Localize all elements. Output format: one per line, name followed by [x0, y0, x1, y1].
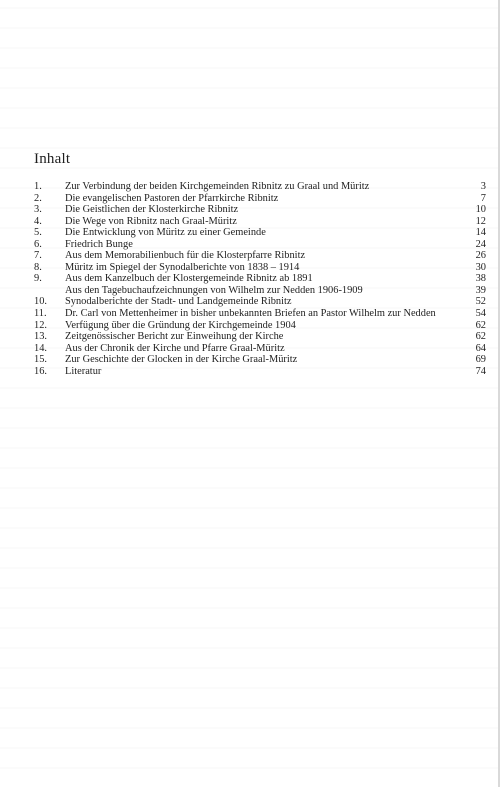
toc-entry-page: 74 — [475, 365, 486, 377]
toc-entry-number: 3. — [34, 204, 42, 216]
toc-entry-title: Die evangelischen Pastoren der Pfarrkirche Ribnitz — [65, 192, 279, 204]
toc-entry-number: 16. — [34, 365, 47, 377]
toc-entry-number: 9. — [34, 273, 42, 285]
toc-entry-title: Aus der Chronik der Kirche und Pfarre Graal-Müritz — [65, 342, 285, 354]
toc-entry — [34, 354, 486, 366]
toc-entry-page: 10 — [475, 204, 486, 216]
toc-entry-title: Zur Geschichte der Glocken in der Kirche Graal-Müritz — [65, 354, 298, 366]
toc-entry-number: 6. — [34, 238, 42, 250]
toc-entry-page: 30 — [475, 261, 486, 273]
toc-entry-page: 62 — [475, 331, 486, 343]
toc-entry — [34, 181, 486, 193]
toc-entry — [34, 250, 486, 262]
toc-entry-number: 12. — [34, 319, 47, 331]
toc-entry — [34, 239, 486, 251]
toc-entry — [34, 262, 486, 274]
toc-entry-title: Die Entwicklung von Müritz zu einer Gemeinde — [65, 227, 266, 239]
toc-entry — [34, 193, 486, 205]
toc-entry-title: Zur Verbindung der beiden Kirchgemeinden Ribnitz zu Graal und Müritz — [65, 181, 370, 192]
table-of-contents — [34, 181, 486, 377]
toc-entry-number: 1. — [34, 181, 42, 192]
page-title: Inhalt — [34, 151, 71, 167]
toc-entry — [34, 216, 486, 228]
toc-entry-number: 14. — [34, 342, 47, 354]
toc-entry-title: Verfügung über die Gründung der Kirchgemeinde 1904 — [65, 319, 296, 331]
toc-entry-title: Literatur — [65, 365, 102, 377]
toc-entry-title: Dr. Carl von Mettenheimer in bisher unbekannten Briefen an Pastor Wilhelm zur Nedden — [65, 308, 436, 320]
toc-entry-number: 10. — [34, 296, 47, 308]
toc-entry-title: Synodalberichte der Stadt- und Landgemeinde Ribnitz — [65, 296, 292, 308]
toc-entry-number: 2. — [34, 192, 42, 204]
toc-entry-page: 52 — [475, 296, 486, 308]
toc-entry-title: Müritz im Spiegel der Synodalberichte von 1838 – 1914 — [65, 261, 300, 273]
toc-entry — [34, 227, 486, 239]
toc-entry — [34, 204, 486, 216]
toc-entry-title: Aus dem Kanzelbuch der Klostergemeinde Ribnitz ab 1891 — [65, 273, 313, 285]
toc-entry-page: 62 — [475, 319, 486, 331]
toc-entry-title: Zeitgenössischer Bericht zur Einweihung der Kirche — [65, 331, 284, 343]
toc-entry-page: 64 — [475, 342, 486, 354]
toc-entry-page: 69 — [475, 354, 486, 366]
toc-entry-page: 39 — [475, 284, 486, 296]
toc-entry-number: 15. — [34, 354, 47, 366]
toc-entry-page: 7 — [480, 192, 486, 204]
toc-entry-title: Aus den Tagebuchaufzeichnungen von Wilhelm zur Nedden 1906-1909 — [65, 284, 363, 296]
toc-entry — [34, 366, 486, 378]
toc-entry-page: 26 — [475, 250, 486, 262]
toc-entry — [34, 296, 486, 308]
toc-entry-number: 8. — [34, 261, 42, 273]
toc-entry-number: 13. — [34, 331, 47, 343]
toc-entry — [34, 285, 486, 297]
toc-entry-title: Die Geistlichen der Klosterkirche Ribnitz — [65, 204, 239, 216]
toc-entry-page: 54 — [475, 308, 486, 320]
toc-entry-title: Die Wege von Ribnitz nach Graal-Müritz — [65, 215, 237, 227]
toc-entry-page: 38 — [475, 273, 486, 285]
toc-entry — [34, 308, 486, 320]
toc-entry — [34, 331, 486, 343]
toc-entry — [34, 320, 486, 332]
toc-entry-title: Friedrich Bunge — [65, 238, 133, 250]
toc-entry-page: 24 — [475, 238, 486, 250]
toc-entry-page: 3 — [480, 181, 486, 192]
toc-entry-number: 5. — [34, 227, 42, 239]
toc-entry-number: 11. — [34, 308, 47, 320]
toc-entry-number: 7. — [34, 250, 42, 262]
toc-entry-number: 4. — [34, 215, 42, 227]
toc-entry — [34, 273, 486, 285]
toc-entry-title: Aus dem Memorabilienbuch für die Klosterpfarre Ribnitz — [65, 250, 306, 262]
toc-entry-page: 12 — [475, 215, 486, 227]
toc-entry-page: 14 — [475, 227, 486, 239]
toc-entry — [34, 343, 486, 355]
